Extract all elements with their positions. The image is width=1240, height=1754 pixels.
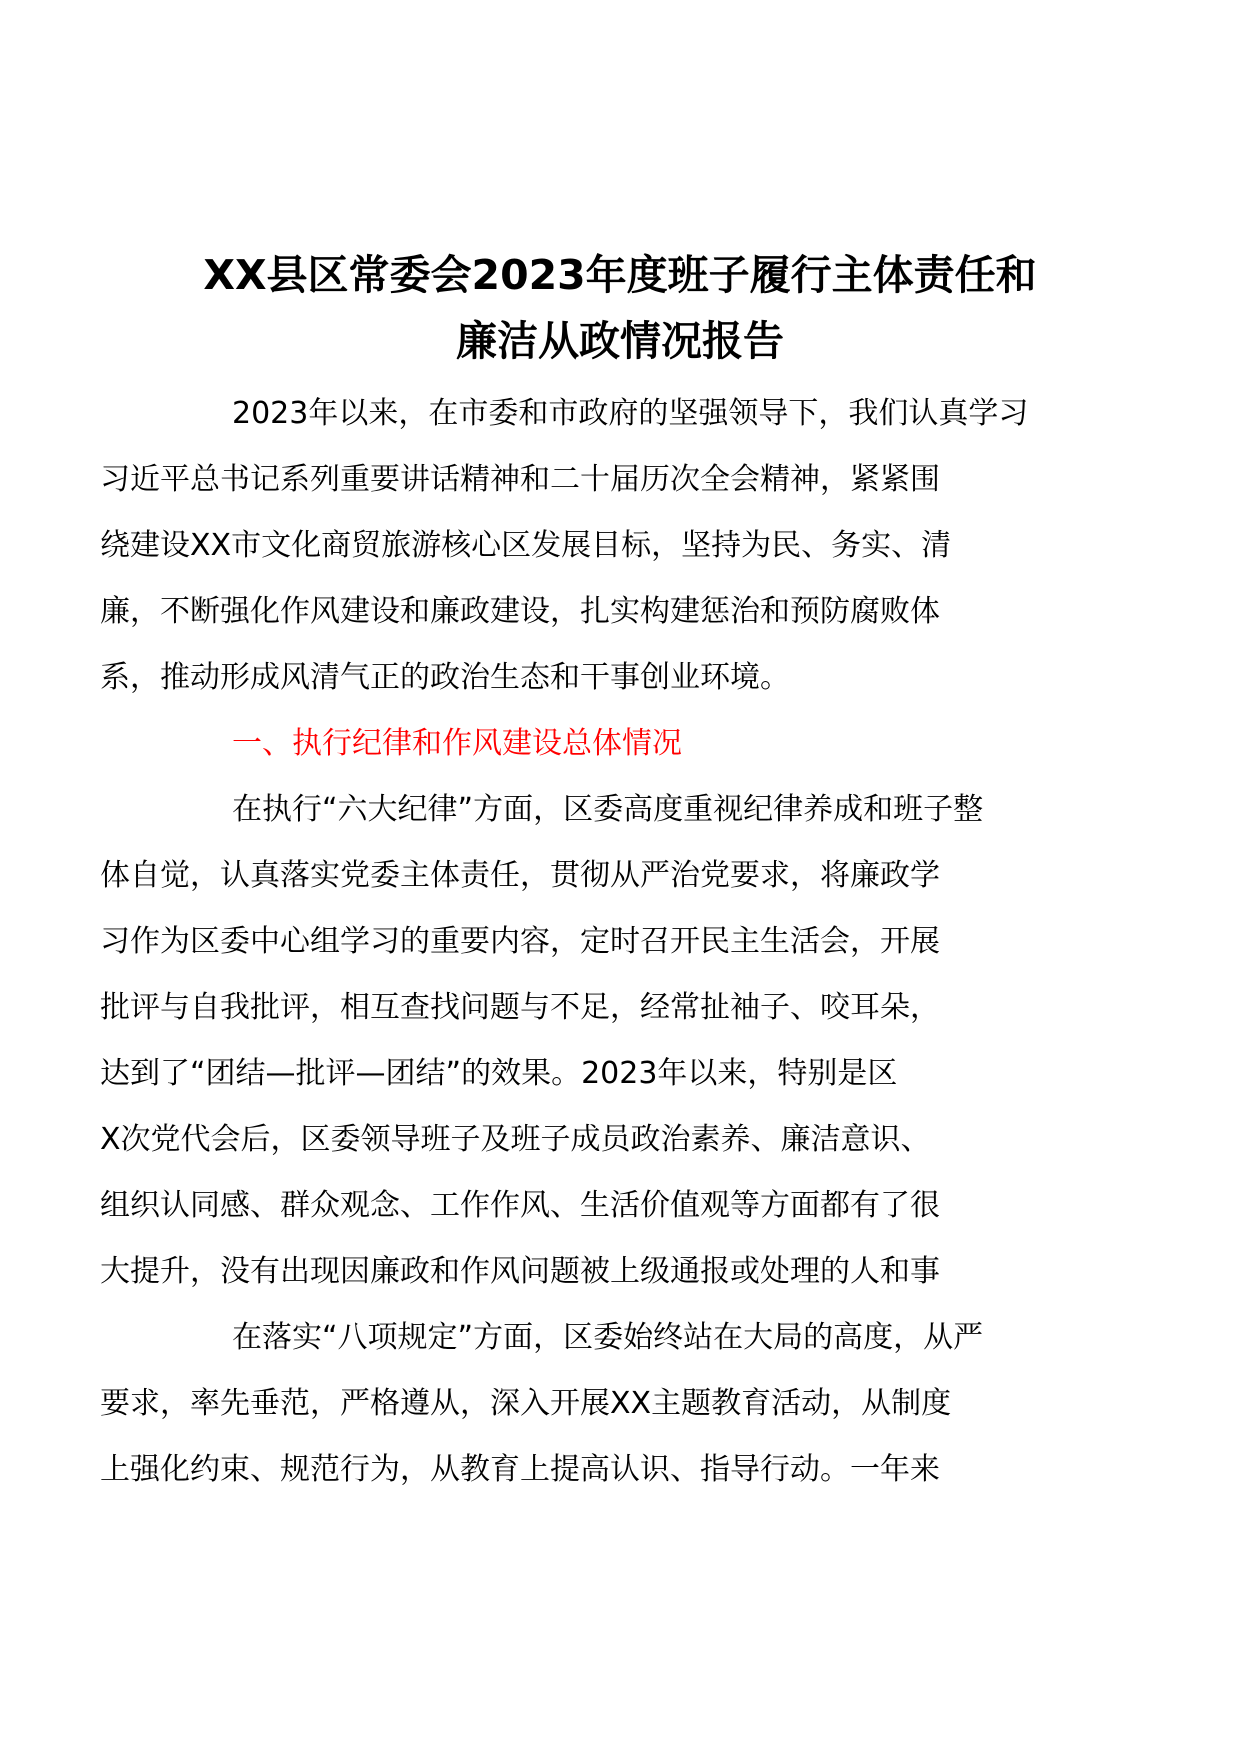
paragraph-line: 大提升，没有出现因廉政和作风问题被上级通报或处理的人和事 <box>100 1254 940 1289</box>
intro-paragraph <box>100 381 1106 711</box>
title-line-2: 廉洁从政情况报告 <box>456 317 784 365</box>
paragraph-line: 达到了“团结—批评—团结”的效果。2023年以来，特别是区 <box>100 1056 898 1091</box>
eight-rules-paragraph <box>100 1305 1106 1503</box>
document-title <box>150 242 1090 374</box>
title-line-1: XX县区常委会2023年度班子履行主体责任和 <box>203 251 1037 299</box>
paragraph-line: 组织认同感、群众观念、工作作风、生活价值观等方面都有了很 <box>100 1188 940 1223</box>
paragraph-line: 廉，不断强化作风建设和廉政建设，扎实构建惩治和预防腐败体 <box>100 594 940 629</box>
section-heading: 一、执行纪律和作风建设总体情况 <box>232 726 682 761</box>
paragraph-line: 2023年以来，在市委和市政府的坚强领导下，我们认真学习 <box>232 396 1029 431</box>
paragraph-line: X次党代会后，区委领导班子及班子成员政治素养、廉洁意识、 <box>100 1122 931 1157</box>
document-body <box>100 381 1106 1503</box>
paragraph-line: 习作为区委中心组学习的重要内容，定时召开民主生活会，开展 <box>100 924 940 959</box>
paragraph-line: 绕建设XX市文化商贸旅游核心区发展目标，坚持为民、务实、清 <box>100 528 952 563</box>
paragraph-line: 在执行“六大纪律”方面，区委高度重视纪律养成和班子整 <box>232 792 984 827</box>
paragraph-line: 批评与自我批评，相互查找问题与不足，经常扯袖子、咬耳朵， <box>100 990 940 1025</box>
discipline-paragraph <box>100 777 1106 1305</box>
paragraph-line: 体自觉，认真落实党委主体责任，贯彻从严治党要求，将廉政学 <box>100 858 940 893</box>
paragraph-line: 要求，率先垂范，严格遵从，深入开展XX主题教育活动，从制度 <box>100 1386 952 1421</box>
paragraph-line: 上强化约束、规范行为，从教育上提高认识、指导行动。一年来 <box>100 1452 940 1487</box>
paragraph-line: 在落实“八项规定”方面，区委始终站在大局的高度，从严 <box>232 1320 984 1355</box>
paragraph-line: 系，推动形成风清气正的政治生态和干事创业环境。 <box>100 660 790 695</box>
paragraph-line: 习近平总书记系列重要讲话精神和二十届历次全会精神，紧紧围 <box>100 462 940 497</box>
